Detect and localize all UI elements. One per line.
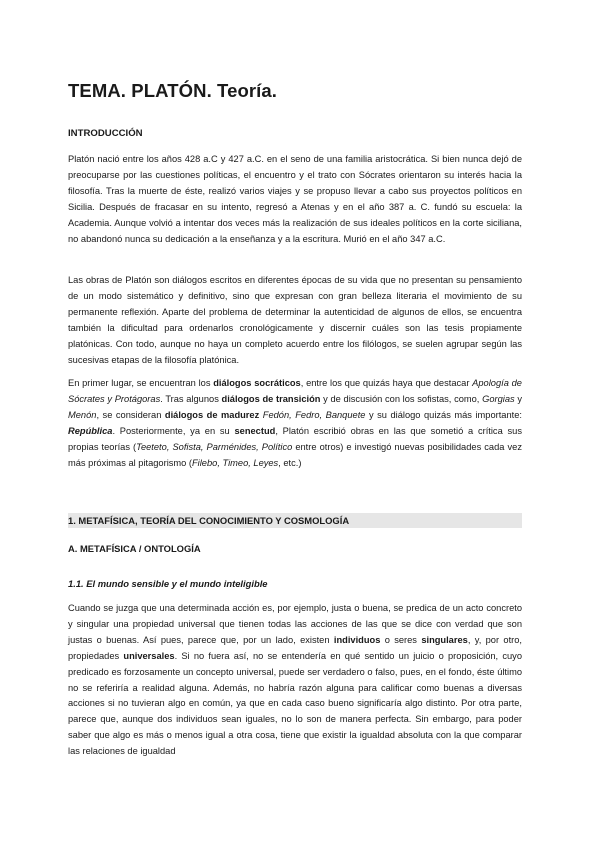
text-run: , etc.)	[278, 457, 302, 468]
text-run: o seres	[380, 634, 422, 645]
text-run: y de discusión con los sofistas, como,	[320, 393, 483, 404]
italic-title: Apología de Sócrates y Protágoras	[68, 378, 522, 404]
paragraph-dialogues	[68, 376, 522, 471]
bold-term: individuos	[333, 634, 381, 645]
bold-term: diálogos de transición	[221, 393, 321, 404]
paragraph-works: Las obras de Platón son diálogos escritos en diferentes épocas de su vida que no presentan su pensamiento de un modo sistemático y definitivo, sino que expresan con gran belleza literaria el movimiento de su permanente reflexión. Aparte del problema de determinar la autenticidad de algunos de ellos, se encuentra también la dificultad para ordenarlos cronológicamente y discernir cuáles son las tesis propiamente platónicas. Con todo, aunque no haya un completo acuerdo entre los filólogos, se suelen agrupar según las sucesivas etapas de la filosofía platónica.	[68, 275, 522, 365]
text-run: , se consideran	[96, 409, 165, 420]
bold-term: diálogos de madurez	[164, 409, 260, 420]
section-heading: 1. METAFÍSICA, TEORÍA DEL CONOCIMIENTO Y COSMOLOGÍA	[68, 515, 350, 526]
italic-title: República	[68, 425, 113, 436]
intro-heading: INTRODUCCIÓN	[68, 128, 143, 139]
text-run: . Tras algunos	[160, 393, 222, 404]
text-run: . Si no fuera así, no se entendería en qué sentido un juicio o proposición, cuyo predicado es forzosamente un concepto universal, puede ser verdadero o falso, pues, en el fondo, éste último no se referiría a realidad alguna. Además, no habría razón alguna para calificar como buenas a diversas acciones si no tuvieran algo en común, ya que en cada caso bueno significaría algo distinto. Por otra parte, parece que, aunque dos individuos sean iguales, no lo son de manera perfecta. Sin embargo, para poder saber que algo es más o menos igual a otra cosa, tiene que existir la igualdad absoluta con la que comparar las relaciones de igualdad	[68, 650, 522, 757]
text-run: , Platón escribió obras en las que sometió a crítica sus propias teorías (	[68, 425, 522, 452]
bold-term	[68, 426, 112, 436]
text-run: , y, por otro, propiedades	[68, 634, 523, 661]
bold-term: diálogos socráticos	[213, 378, 301, 388]
italic-title: Gorgias	[482, 393, 515, 404]
bold-term: singulares	[421, 634, 468, 645]
text-run: En primer lugar, se encuentran los	[68, 378, 214, 388]
bold-term: universales	[123, 650, 175, 661]
subsubsection-heading: 1.1. El mundo sensible y el mundo inteligible	[68, 578, 268, 589]
text-run: entre otros) e investigó nuevas posibilidades cada vez más próximas al pitagorismo (	[68, 441, 522, 468]
subsection-heading: A. METAFÍSICA / ONTOLOGÍA	[68, 543, 201, 554]
paragraph-sensible-intelligible	[68, 601, 522, 760]
italic-title: Menón	[68, 409, 97, 420]
text-run: , entre los que quizás haya que destacar	[300, 378, 473, 388]
bold-term: senectud	[234, 425, 276, 436]
italic-title: Filebo, Timeo, Leyes	[192, 457, 279, 468]
page-title: TEMA. PLATÓN. Teoría.	[68, 80, 278, 101]
paragraph-biography: Platón nació entre los años 428 a.C y 427 a.C. en el seno de una familia aristocrática. Si bien nunca dejó de preocuparse por las cuestiones políticas, el encuentro y el trato con Sócrates orientaron su interés hacia la filosofía. Tras la muerte de éste, realizó varios viajes y se propuso llevar a cabo sus proyectos políticos en Sicilia. Después de fracasar en su intento, regresó a Atenas y en el año 387 a. C. fundó su escuela: la Academia. Aunque volvió a intentar dos veces más la realización de sus ideales políticos en la corte siciliana, no abandonó nunca su dedicación a la enseñanza y a la escritura. Murió en el año 347 a.C.	[68, 154, 522, 244]
italic-title: Teeteto, Sofista, Parménides, Político	[136, 441, 293, 452]
text-run: y su diálogo quizás más importante:	[365, 409, 522, 420]
text-run: . Posteriormente, ya en su	[112, 425, 235, 436]
text-run: y	[514, 393, 523, 404]
text-run: Cuando se juzga que una determinada acción es, por ejemplo, justa o buena, se predica de un acto concreto y singular una propiedad universal que tienen todas las acciones de las que se dice con verdad que son justas o buenas. Así pues, parece que, por un lado, existen	[68, 603, 522, 645]
italic-title: Fedón, Fedro, Banquete	[262, 409, 366, 420]
